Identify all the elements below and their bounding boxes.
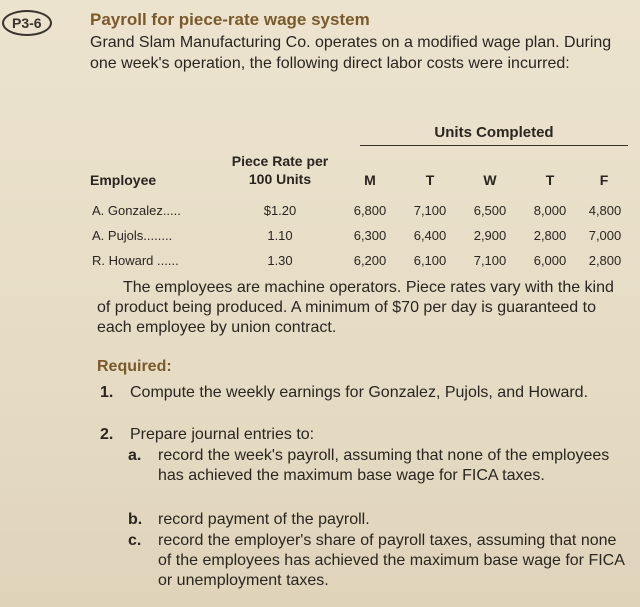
piece-rate-header-line1: Piece Rate per: [231, 153, 329, 169]
item-text: Prepare journal entries to:: [130, 426, 315, 443]
item-text: Compute the weekly earnings for Gonzalez, Pujols, and Howard.: [130, 384, 589, 401]
units-thu: 6,000: [533, 253, 567, 268]
piece-rate-header-line2: 100 Units: [248, 171, 312, 187]
units-completed-header: Units Completed: [360, 124, 628, 146]
item-number: 1.: [100, 384, 114, 401]
item-text: record the week's payroll, assuming that none of the employees has achieved the maximum base wage for FICA taxes.: [158, 447, 610, 484]
item-text: record the employer's share of payroll taxes, assuming that none of the employees has achieved the maximum base wage for FICA or unemployment taxes.: [158, 532, 625, 589]
units-fri: 4,800: [588, 203, 622, 218]
units-thu: 8,000: [533, 203, 567, 218]
units-tue: 6,100: [413, 253, 447, 268]
units-mon: 6,800: [353, 203, 387, 218]
required-heading: Required:: [97, 358, 172, 375]
employee-name: A. Pujols........: [92, 228, 173, 243]
piece-rate-column-header: [225, 152, 335, 188]
table-row: [0, 228, 640, 250]
piece-rate: 1.30: [267, 253, 293, 268]
item-letter: b.: [128, 511, 143, 528]
item-letter: c.: [128, 532, 142, 549]
units-wed: 7,100: [473, 253, 507, 268]
table-row: [0, 203, 640, 225]
units-mon: 6,300: [353, 228, 387, 243]
employee-name: A. Gonzalez.....: [92, 203, 181, 218]
contract-paragraph: The employees are machine operators. Piece rates vary with the kind of product being produced. A minimum of $70 per day is guaranteed to each employee by union contract.: [97, 279, 614, 336]
units-mon: 6,200: [353, 253, 387, 268]
units-fri: 2,800: [588, 253, 622, 268]
day-header-fri: F: [599, 172, 609, 188]
day-header-thu: T: [545, 172, 555, 188]
units-thu: 2,800: [533, 228, 567, 243]
employee-column-header: Employee: [90, 172, 157, 188]
piece-rate: $1.20: [263, 203, 297, 218]
item-letter: a.: [128, 447, 142, 464]
problem-number-badge: P3-6: [2, 10, 52, 36]
piece-rate: 1.10: [267, 228, 293, 243]
units-wed: 2,900: [473, 228, 507, 243]
units-tue: 6,400: [413, 228, 447, 243]
problem-intro: Grand Slam Manufacturing Co. operates on a modified wage plan. During one week's operation, the following direct labor costs were incurred:: [90, 34, 612, 72]
problem-title: Payroll for piece-rate wage system: [90, 10, 370, 29]
day-header-tue: T: [425, 172, 435, 188]
units-wed: 6,500: [473, 203, 507, 218]
item-number: 2.: [100, 426, 114, 443]
units-tue: 7,100: [413, 203, 447, 218]
employee-name: R. Howard ......: [92, 253, 179, 268]
day-header-wed: W: [483, 172, 497, 188]
units-fri: 7,000: [588, 228, 622, 243]
table-row: [0, 253, 640, 275]
item-text: record payment of the payroll.: [158, 511, 370, 528]
day-header-mon: M: [364, 172, 376, 188]
